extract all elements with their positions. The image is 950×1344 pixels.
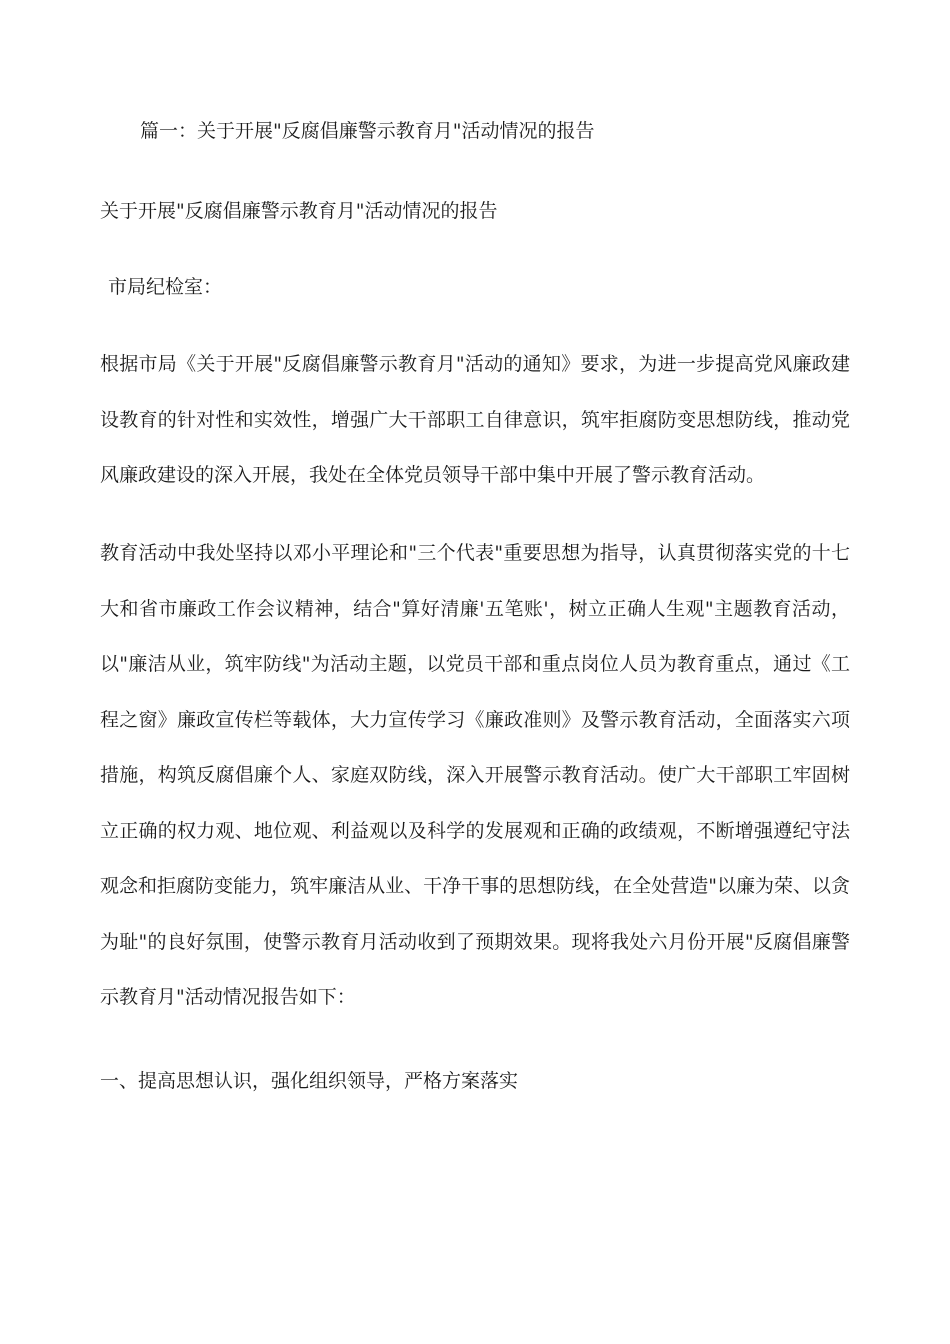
- document-subtitle: 关于开展"反腐倡廉警示教育月"活动情况的报告: [100, 200, 498, 222]
- body-paragraph-2: 教育活动中我处坚持以邓小平理论和"三个代表"重要思想为指导，认真贯彻落实党的十七大和省市廉政工作会议精神，结合"算好清廉'五笔账'，树立正确人生观"主题教育活动，以"廉洁从业，筑牢防线"为活动主题，以党员干部和重点岗位人员为教育重点，通过《工程之窗》廉政宣传栏等载体，大力宣传学习《廉政准则》及警示教育活动，全面落实六项措施，构筑反腐倡廉个人、家庭双防线，深入开展警示教育活动。使广大干部职工牢固树立正确的权力观、地位观、利益观以及科学的发展观和正确的政绩观，不断增强遵纪守法观念和拒腐防变能力，筑牢廉洁从业、干净干事的思想防线，在全处营造"以廉为荣、以贪为耻"的良好氛围，使警示教育月活动收到了预期效果。现将我处六月份开展"反腐倡廉警示教育月"活动情况报告如下：: [100, 542, 850, 1008]
- salutation: 市局纪检室：: [108, 276, 223, 298]
- section-heading-1: 一、提高思想认识，强化组织领导，严格方案落实: [100, 1070, 519, 1092]
- body-paragraph-1: 根据市局《关于开展"反腐倡廉警示教育月"活动的通知》要求，为进一步提高党风廉政建设教育的针对性和实效性，增强广大干部职工自律意识，筑牢拒腐防变思想防线，推动党风廉政建设的深入开展，我处在全体党员领导干部中集中开展了警示教育活动。: [100, 353, 850, 486]
- document-title: 篇一：关于开展"反腐倡廉警示教育月"活动情况的报告: [140, 120, 595, 142]
